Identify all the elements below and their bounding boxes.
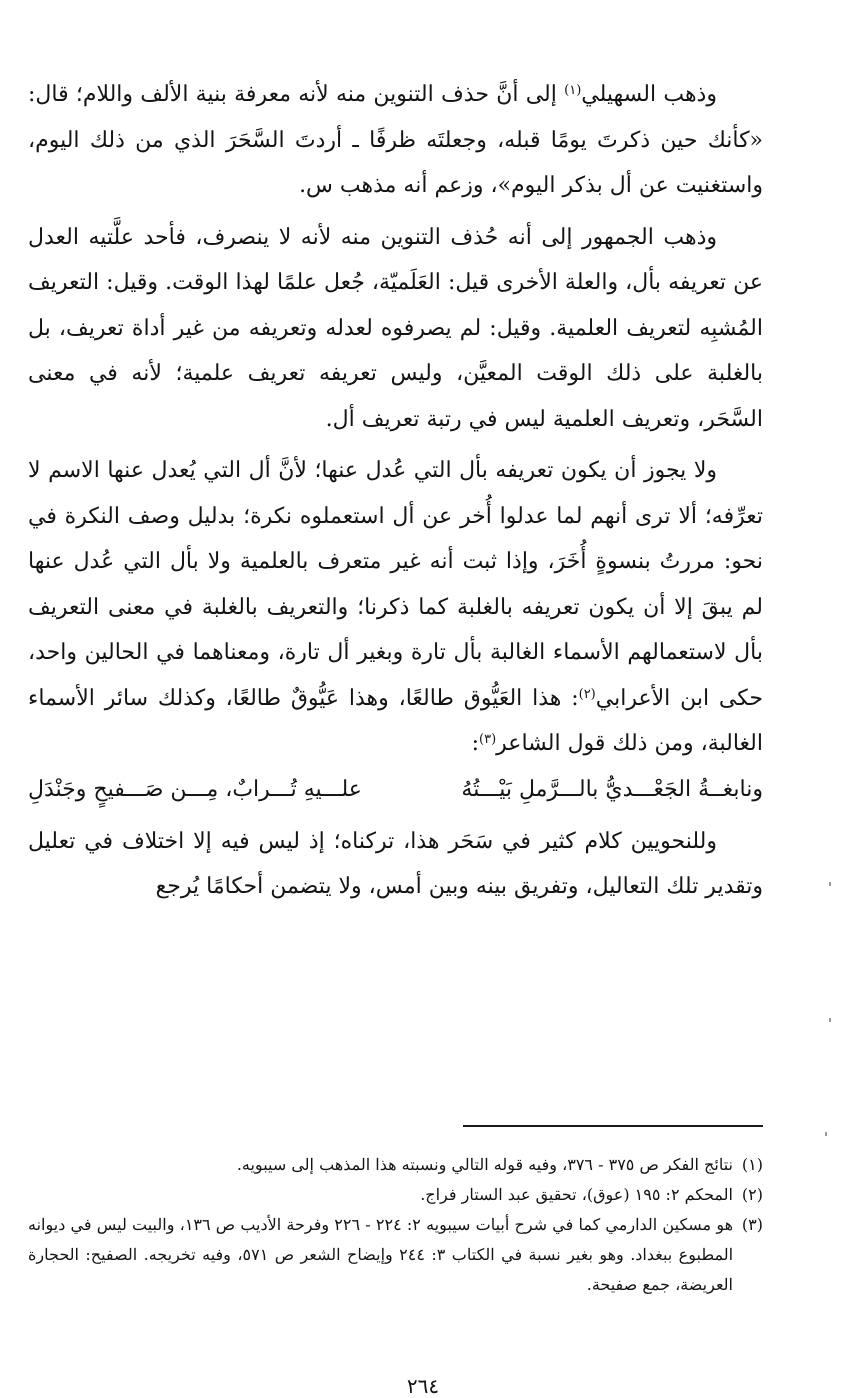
footnote-3	[28, 1210, 763, 1300]
paragraph-adl	[28, 448, 763, 767]
paragraph-text: : هذا العَيُّوق طالعًا، وهذا عَيُّوقٌ طالعًا، وكذلك سائر الأسماء الغالبة، ومن ذلك قول الشاعر	[28, 685, 763, 756]
book-page	[28, 72, 763, 1398]
footnote-number: (١)	[741, 1155, 763, 1174]
paragraph-text: إلى أنَّ حذف التنوين منه لأنه معرفة بنية الألف واللام؛ قال: «كأنك حين ذكرتَ يومًا قبله، وجعلتَه ظرفًا ـ أردتَ السَّحَرَ الذي من ذلك اليوم، واستغنيت عن أل بذكر اليوم»، وزعم أنه مذهب س.	[28, 82, 763, 198]
footnote-text: هو مسكين الدارمي كما في شرح أبيات سيبويه ٢: ٢٢٤ - ٢٢٦ وفرحة الأديب ص ١٣٦، والبيت ليس في ديوانه المطبوع ببغداد. وهو بغير نسبة في الكتاب ٣: ٢٤٤ وإيضاح الشعر ص ٥٧١، وفيه تخريجه. الصفيح: الحجارة العريضة، جمع صفيحة.	[28, 1215, 734, 1294]
verse-second-hemistich: علـــيهِ تُـــرابٌ، مِـــن صَـــفيحٍ وجَنْدَلِ	[28, 776, 362, 802]
scan-speck	[825, 1132, 827, 1136]
footnote-text: نتائج الفكر ص ٣٧٥ - ٣٧٦، وفيه قوله التالي ونسبته هذا المذهب إلى سيبويه.	[236, 1155, 733, 1174]
footnote-ref-2[interactable]: (٢)	[578, 686, 596, 702]
footnote-ref-1[interactable]: (١)	[564, 83, 582, 98]
footnote-1	[28, 1150, 763, 1180]
footnote-separator	[463, 1125, 763, 1127]
paragraph-suhayli	[28, 72, 763, 209]
poetry-verse	[28, 767, 763, 813]
paragraph-text: وذهب السهيلي	[581, 82, 717, 107]
footnote-2	[28, 1180, 763, 1210]
scan-speck	[829, 1018, 831, 1022]
paragraph-text: ولا يجوز أن يكون تعريفه بأل التي عُدل عنها؛ لأنَّ أل التي يُعدل عنها الاسم لا تعرِّفه؛ ألا ترى أنهم لما عدلوا أُخر عن أل استعملوه نكرة؛ بدليل وصف النكرة في نحو: مررتُ بنسوةٍ أُخَرَ، وإذا ثبت أنه غير متعرف بالعلمية ولا بأل التي عُدل عنها لم يبقَ إلا أن يكون تعريفه بالغلبة كما ذكرنا؛ والتعريف بالغلبة في معنى التعريف بأل لاستعمالهم الأسماء الغالبة بأل تارة وبغير أل تارة، ومعناهما في الحالين واحد، حكى ابن الأعرابي	[28, 458, 763, 711]
paragraph-jumhur: وذهب الجمهور إلى أنه حُذف التنوين منه لأنه لا ينصرف، فأحد علَّتيه العدل عن تعريفه بأل، والعلة الأخرى قيل: العَلَميّة، جُعل علمًا لهذا الوقت. وقيل: التعريف المُشبِه لتعريف العلمية. وقيل: لم يصرفوه لعدله وتعريفه من غير أداة تعريف، بل بالغلبة على ذلك الوقت المعيَّن، وليس تعريفه تعريف علمية؛ لأنه في معنى السَّحَر، وتعريف العلمية ليس في رتبة تعريف أل.	[28, 224, 763, 432]
page-number: ٢٦٤	[406, 1374, 440, 1398]
verse-first-hemistich: ونابغــةُ الجَعْـــديُّ بالـــرَّملِ بَيْـــتُهُ	[461, 776, 763, 802]
main-text	[28, 72, 763, 910]
footnote-text: المحكم ٢: ١٩٥ (عوق)، تحقيق عبد الستار فراج.	[420, 1185, 733, 1204]
footnote-number: (٢)	[741, 1185, 763, 1204]
paragraph-text: :	[471, 731, 480, 756]
scan-speck	[829, 882, 831, 886]
footnote-ref-3[interactable]: (٣)	[479, 732, 497, 747]
paragraph-closing: وللنحويين كلام كثير في سَحَر هذا، تركناه؛ إذ ليس فيه إلا اختلاف في تعليل وتقدير تلك التعاليل، وتفريق بينه وبين أمس، ولا يتضمن أحكامًا يُرجع	[28, 828, 763, 899]
footnotes	[28, 1150, 763, 1300]
footnote-number: (٣)	[741, 1215, 763, 1234]
